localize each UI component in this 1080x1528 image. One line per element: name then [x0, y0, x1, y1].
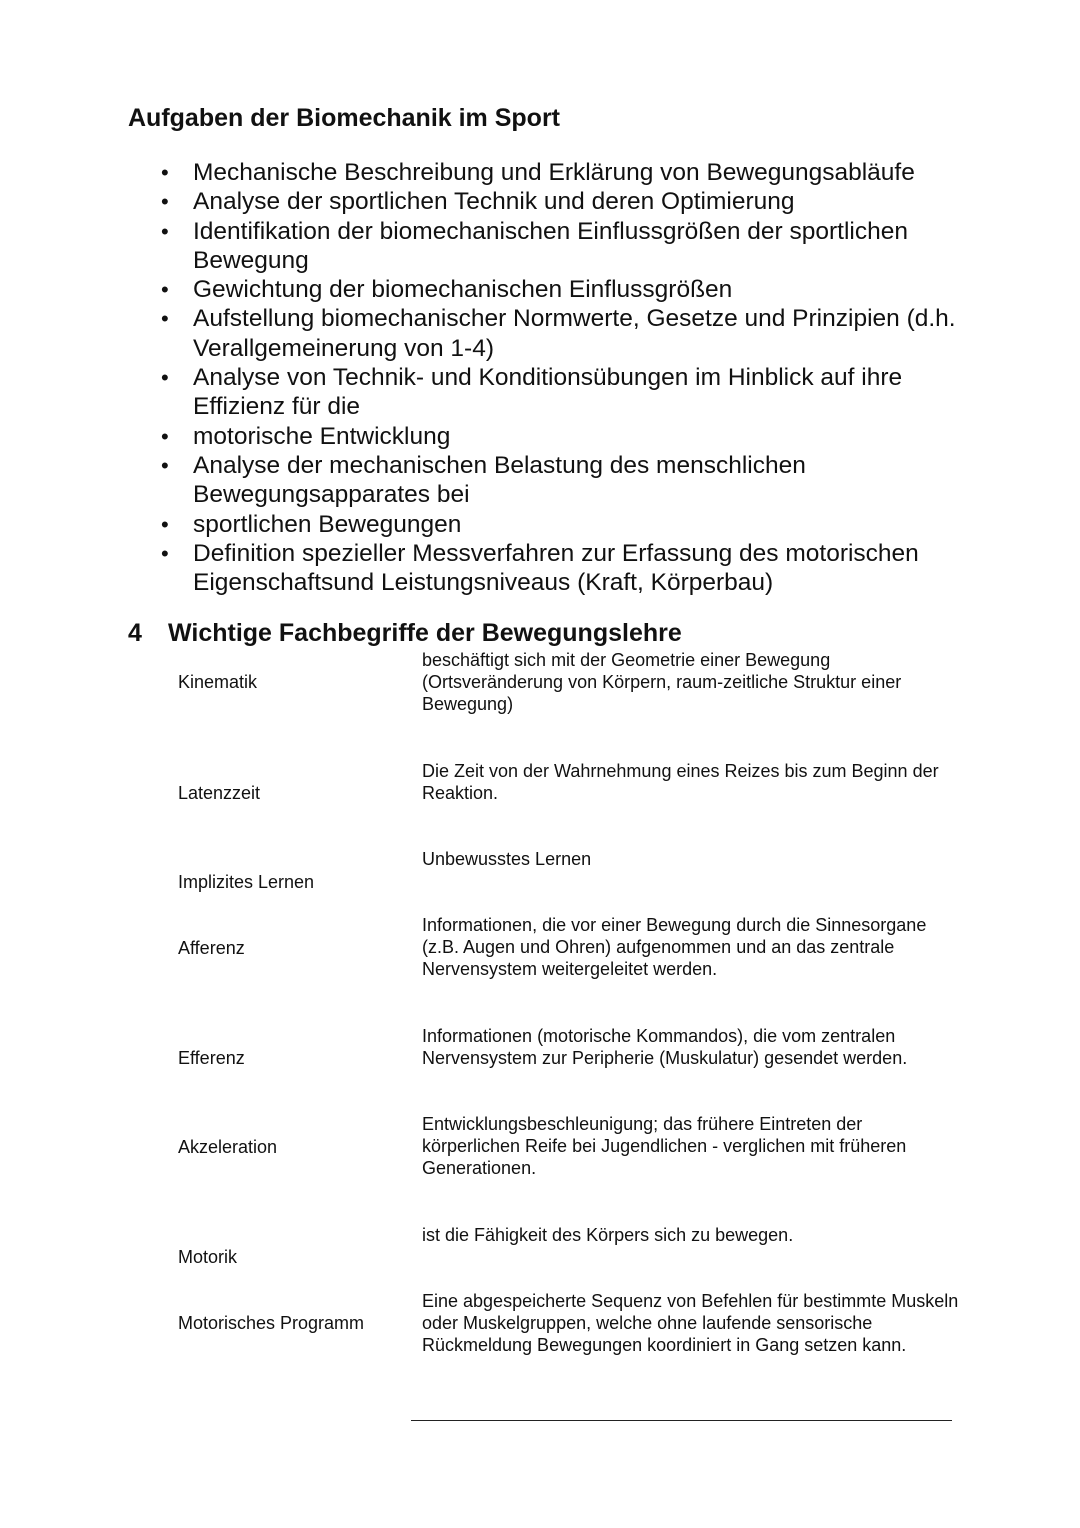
- list-item: • sportlichen Bewegungen: [161, 510, 462, 538]
- list-item: • motorische Entwicklung: [161, 422, 451, 450]
- chapter-number: 4: [128, 619, 142, 647]
- list-item: • Mechanische Beschreibung und Erklärung von Bewegungsabläufe: [161, 159, 915, 186]
- term-akzeleration: Akzeleration: [178, 1137, 278, 1157]
- list-item: • Definition spezieller Messverfahren zur Erfassung des motorischen Eigenschaftsund Leistungsniveaus (Kraft, Körperbau): [161, 539, 919, 597]
- definition-kinematik: beschäftigt sich mit der Geometrie einer Bewegung (Ortsveränderung von Körpern, raum-zeitliche Struktur einer Bewegung): [422, 650, 902, 714]
- divider-line: [411, 1420, 952, 1421]
- definition-afferenz: Informationen, die vor einer Bewegung durch die Sinnesorgane (z.B. Augen und Ohren) aufgenommen und an das zentrale Nervensystem weitergeleitet werden.: [422, 915, 927, 979]
- list-item: • Analyse von Technik- und Konditionsübungen im Hinblick auf ihre Effizienz für die: [161, 364, 903, 421]
- definition-implizites-lernen: Unbewusstes Lernen: [422, 849, 592, 869]
- definition-latenzzeit: Die Zeit von der Wahrnehmung eines Reizes bis zum Beginn der Reaktion.: [422, 761, 939, 803]
- list-item: • Identifikation der biomechanischen Einflussgrößen der sportlichen Bewegung: [161, 217, 908, 274]
- definition-motorisches-programm: Eine abgespeicherte Sequenz von Befehlen für bestimmte Muskeln oder Muskelgruppen, welche ohne laufende sensorische Rückmeldung Bewegungen koordiniert in Gang setzen kann.: [422, 1291, 959, 1355]
- task-list: [161, 158, 983, 597]
- term-afferenz: Afferenz: [178, 938, 245, 958]
- bullet-icon: •: [161, 277, 169, 303]
- bullet-icon: •: [161, 540, 169, 566]
- list-item: • Gewichtung der biomechanischen Einflussgrößen: [161, 276, 733, 304]
- term-implizites-lernen: Implizites Lernen: [178, 872, 315, 892]
- section-heading: Aufgaben der Biomechanik im Sport: [128, 104, 561, 132]
- term-efferenz: Efferenz: [178, 1048, 245, 1068]
- term-motorisches-programm: Motorisches Programm: [178, 1313, 365, 1333]
- bullet-icon: •: [161, 452, 169, 478]
- chapter-heading: [128, 619, 682, 648]
- bullet-icon: •: [161, 160, 169, 185]
- bullet-icon: •: [161, 306, 169, 332]
- bullet-icon: •: [161, 218, 169, 244]
- list-item: • Analyse der mechanischen Belastung des menschlichen Bewegungsapparates bei: [161, 451, 806, 509]
- term-kinematik: Kinematik: [178, 672, 258, 692]
- chapter-title: Wichtige Fachbegriffe der Bewegungslehre: [168, 619, 682, 647]
- term-motorik: Motorik: [178, 1247, 238, 1267]
- bullet-icon: •: [161, 189, 169, 215]
- list-item: • Aufstellung biomechanischer Normwerte, Gesetze und Prinzipien (d.h. Verallgemeinerung von 1-4): [161, 305, 956, 362]
- definition-efferenz: Informationen (motorische Kommandos), die vom zentralen Nervensystem zur Peripherie (Muskulatur) gesendet werden.: [422, 1026, 908, 1068]
- bullet-icon: •: [161, 365, 169, 391]
- list-item: • Analyse der sportlichen Technik und deren Optimierung: [161, 188, 795, 216]
- bullet-icon: •: [161, 423, 169, 449]
- definition-akzeleration: Entwicklungsbeschleunigung; das frühere Eintreten der körperlichen Reife bei Jugendlichen - verglichen mit früheren Generationen.: [422, 1114, 907, 1178]
- term-latenzzeit: Latenzzeit: [178, 783, 261, 803]
- definition-motorik: ist die Fähigkeit des Körpers sich zu bewegen.: [422, 1225, 794, 1245]
- bullet-icon: •: [161, 511, 169, 537]
